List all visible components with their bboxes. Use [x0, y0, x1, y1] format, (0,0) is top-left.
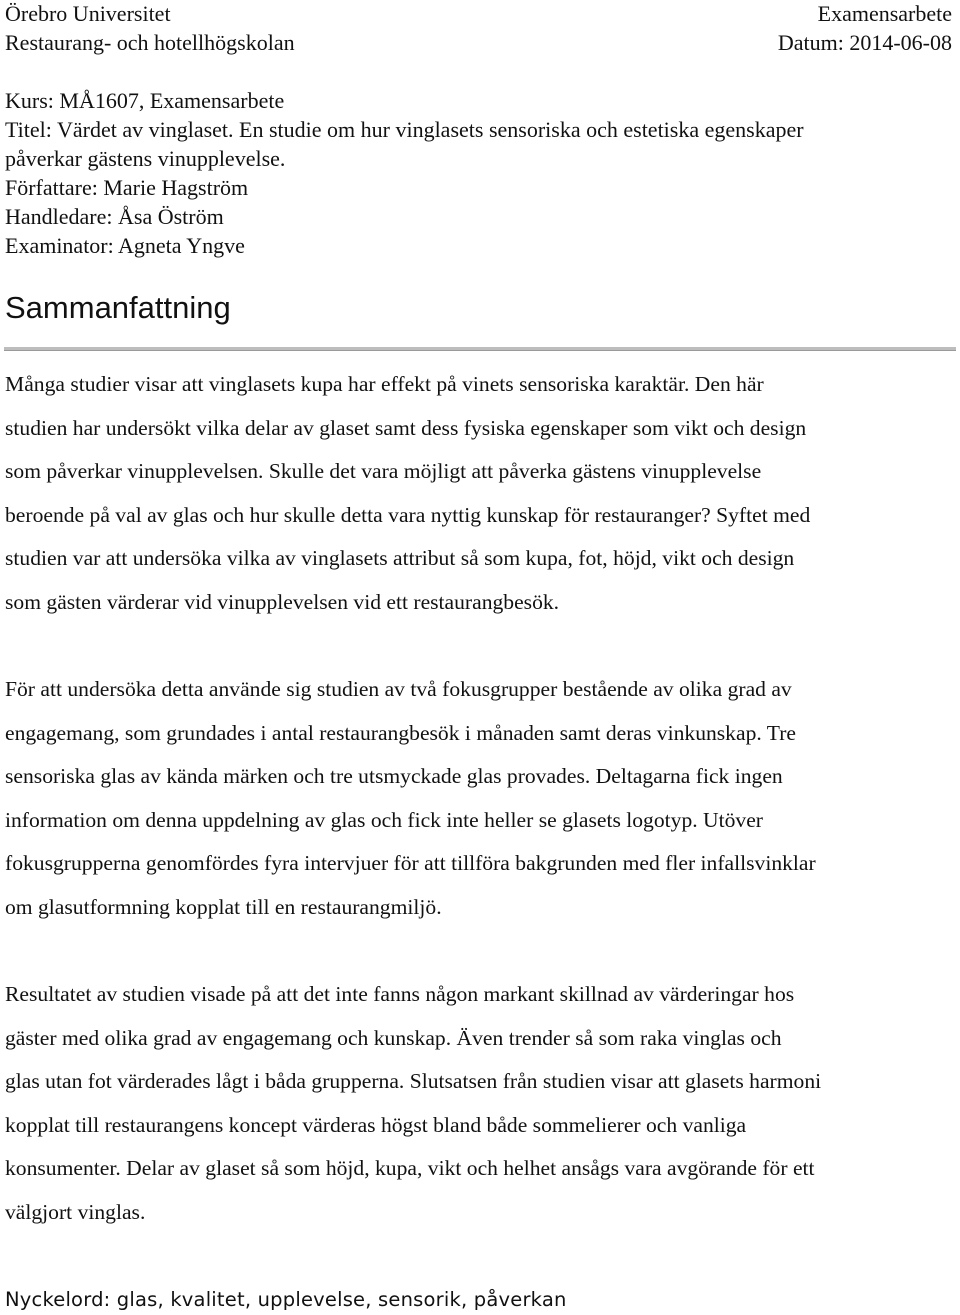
author-line: Författare: Marie Hagström [5, 175, 249, 200]
paragraph-line: som gästen värderar vid vinupplevelsen vid ett restaurangbesök. [5, 589, 560, 614]
paragraph-line: beroende på val av glas och hur skulle detta vara nyttig kunskap för restauranger? Syftet med [5, 502, 811, 527]
paragraph-line: fokusgrupperna genomfördes fyra intervjuer för att tillföra bakgrunden med fler infallsvinklar [5, 851, 816, 875]
summary-paragraph-2 [5, 668, 960, 929]
document-date: Datum: 2014-06-08 [777, 30, 952, 55]
supervisor-line: Handledare: Åsa Öström [5, 204, 224, 229]
paragraph-line: För att undersöka detta använde sig studien av två fokusgrupper bestående av olika grad av [5, 677, 792, 701]
heading-divider [4, 347, 956, 351]
paragraph-line: sensoriska glas av kända märken och tre utsmyckade glas provades. Deltagarna fick ingen [5, 764, 783, 788]
paragraph-line: engagemang, som grundades i antal restaurangbesök i månaden samt deras vinkunskap. Tre [5, 720, 796, 745]
summary-paragraph-1 [5, 363, 960, 624]
title-line-2: påverkar gästens vinupplevelse. [5, 146, 286, 171]
university-name: Örebro Universitet [5, 1, 171, 26]
paragraph-line: Många studier visar att vinglasets kupa har effekt på vinets sensoriska karaktär. Den här [5, 372, 764, 396]
paragraph-line: gäster med olika grad av engagemang och kunskap. Även trender så som raka vinglas och [5, 1025, 782, 1050]
keywords-line: Nyckelord: glas, kvalitet, upplevelse, sensorik, påverkan [5, 1288, 567, 1311]
summary-paragraph-3 [5, 973, 960, 1234]
course-line: Kurs: MÅ1607, Examensarbete [5, 88, 285, 113]
title-line-1: Titel: Värdet av vinglaset. En studie om hur vinglasets sensoriska och estetiska egenskaper [5, 117, 804, 142]
examiner-line: Examinator: Agneta Yngve [5, 233, 245, 258]
paragraph-line: information om denna uppdelning av glas och fick inte heller se glasets logotyp. Utöver [5, 807, 763, 832]
school-name: Restaurang- och hotellhögskolan [5, 30, 295, 55]
paragraph-line: välgjort vinglas. [5, 1199, 146, 1224]
paragraph-line: som påverkar vinupplevelsen. Skulle det vara möjligt att påverka gästens vinupplevelse [5, 459, 762, 483]
paragraph-line: studien har undersökt vilka delar av glaset samt dess fysiska egenskaper som vikt och design [5, 415, 807, 440]
paragraph-line: om glasutformning kopplat till en restaurangmiljö. [5, 894, 442, 919]
paragraph-line: kopplat till restaurangens koncept värderas högst bland både sommelierer och vanliga [5, 1112, 747, 1137]
section-heading: Sammanfattning [5, 290, 231, 325]
paragraph-line: glas utan fot värderades lågt i båda grupperna. Slutsatsen från studien visar att glasets harmoni [5, 1069, 822, 1093]
paragraph-line: konsumenter. Delar av glaset så som höjd, kupa, vikt och helhet ansågs vara avgörande för ett [5, 1156, 815, 1180]
paragraph-line: studien var att undersöka vilka av vinglasets attribut så som kupa, fot, höjd, vikt och design [5, 546, 795, 570]
paragraph-line: Resultatet av studien visade på att det inte fanns någon markant skillnad av värderingar hos [5, 982, 795, 1006]
document-type: Examensarbete [817, 1, 952, 26]
